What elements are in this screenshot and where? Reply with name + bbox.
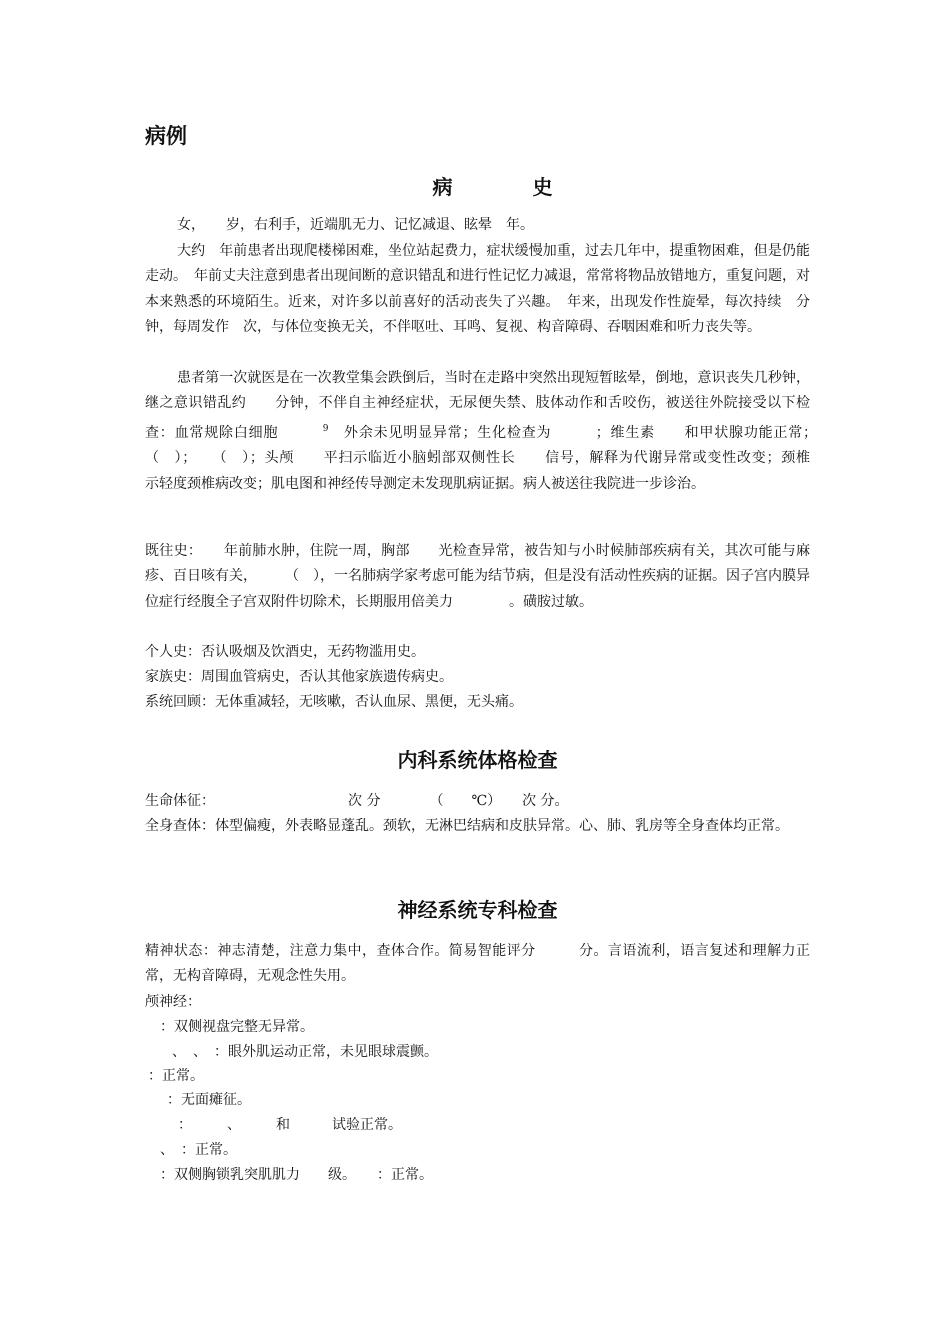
cranial-line: 、 、 ：眼外肌运动正常，未见眼球震颤。 (172, 1044, 438, 1060)
cranial-nerves-label: 颅神经： (145, 994, 201, 1010)
history-paragraph-2: 大约 年前患者出现爬楼梯困难，坐位站起费力，症状缓慢加重，过去几年中，提重物困难，但是仍能走动。 年前丈夫注意到患者出现间断的意识错乱和进行性记忆力减退，常常将物品放错地方，重复问题，对本来熟悉的环境陌生。近来，对许多以前喜好的活动丧失了兴趣。 年来，出现发作性旋晕，每次持续 分钟，每周发作 次，与体位变换无关，不伴呕吐、耳鸣、复视、构音障碍、吞咽困难和听力丧失等。 (145, 243, 810, 336)
history-title: 病 史 (432, 175, 583, 199)
neuro-exam-title: 神经系统专科检查 (397, 898, 558, 922)
cranial-line: ：双侧视盘完整无异常。 (160, 1019, 314, 1035)
cranial-line: ：双侧胸锁乳突肌肌力 级。 ：正常。 (160, 1167, 433, 1183)
mental-status: 精神状态：神志清楚，注意力集中，查体合作。简易智能评分 分。言语流利，语言复述和理解力正常，无构音障碍，无观念性失用。 (145, 943, 810, 985)
history-paragraph-3a: 患者第一次就医是在一次教堂集会跌倒后，当时在走路中突然出现短暂眩晕，倒地，意识丧失几秒钟，继之意识错乱约 分钟，不伴自主神经症状，无尿便失禁、肢体动作和舌咬伤，被送往外院接受以下检查：血常规除白细胞 (145, 370, 810, 441)
history-paragraph-3 (145, 366, 839, 497)
family-history: 家族史：周围血管病史，否认其他家族遗传病史。 (145, 669, 453, 685)
document-heading: 病例 (145, 123, 187, 148)
history-sup: 9 (322, 423, 329, 434)
vital-signs: 生命体征： 次 分 （ ℃） 次 分。 (145, 793, 569, 809)
cranial-line: 、 ：正常。 (160, 1142, 237, 1158)
cranial-line: ：无面瘫征。 (167, 1092, 251, 1108)
history-paragraph-1: 女， 岁，右利手，近端肌无力、记忆减退、眩晕 年。 (177, 217, 534, 233)
physical-exam-title: 内科系统体格检查 (397, 748, 558, 772)
past-history: 既往史： 年前肺水肿，住院一周，胸部 光检查异常，被告知与小时候肺部疾病有关，其次可能与麻疹、百日咳有关， （ ），一名肺病学家考虑可能为结节病，但是没有活动性疾病的证据。因子宫内膜异位症行经腹全子宫双附件切除术，长期服用倍美力 。磺胺过敏。 (145, 543, 810, 610)
cranial-line: ： 、 和 试验正常。 (178, 1117, 402, 1133)
history-paragraph-3b: 外余未见明显异常；生化检查 (344, 424, 537, 441)
general-exam: 全身查体：体型偏瘦，外表略显蓬乱。颈软，无淋巴结病和皮肤异常。心、肺、乳房等全身查体均正常。 (145, 818, 789, 834)
history-paragraph-3c: 为 ；维生素 和甲状腺功能正常； （ ）； （ ）；头颅 平扫示临近小脑蚓部双侧性长 信号，解释为代谢异常或变性改变；颈椎 示轻度颈椎病改变；肌电图和神经传导测定未发现肌病证据。病人被送往我院进一步诊治。 (145, 424, 839, 492)
cranial-line: ：正常。 (148, 1068, 204, 1084)
system-review: 系统回顾：无体重减轻，无咳嗽，否认血尿、黑便，无头痛。 (145, 694, 523, 710)
personal-history: 个人史：否认吸烟及饮酒史，无药物滥用史。 (145, 644, 425, 660)
